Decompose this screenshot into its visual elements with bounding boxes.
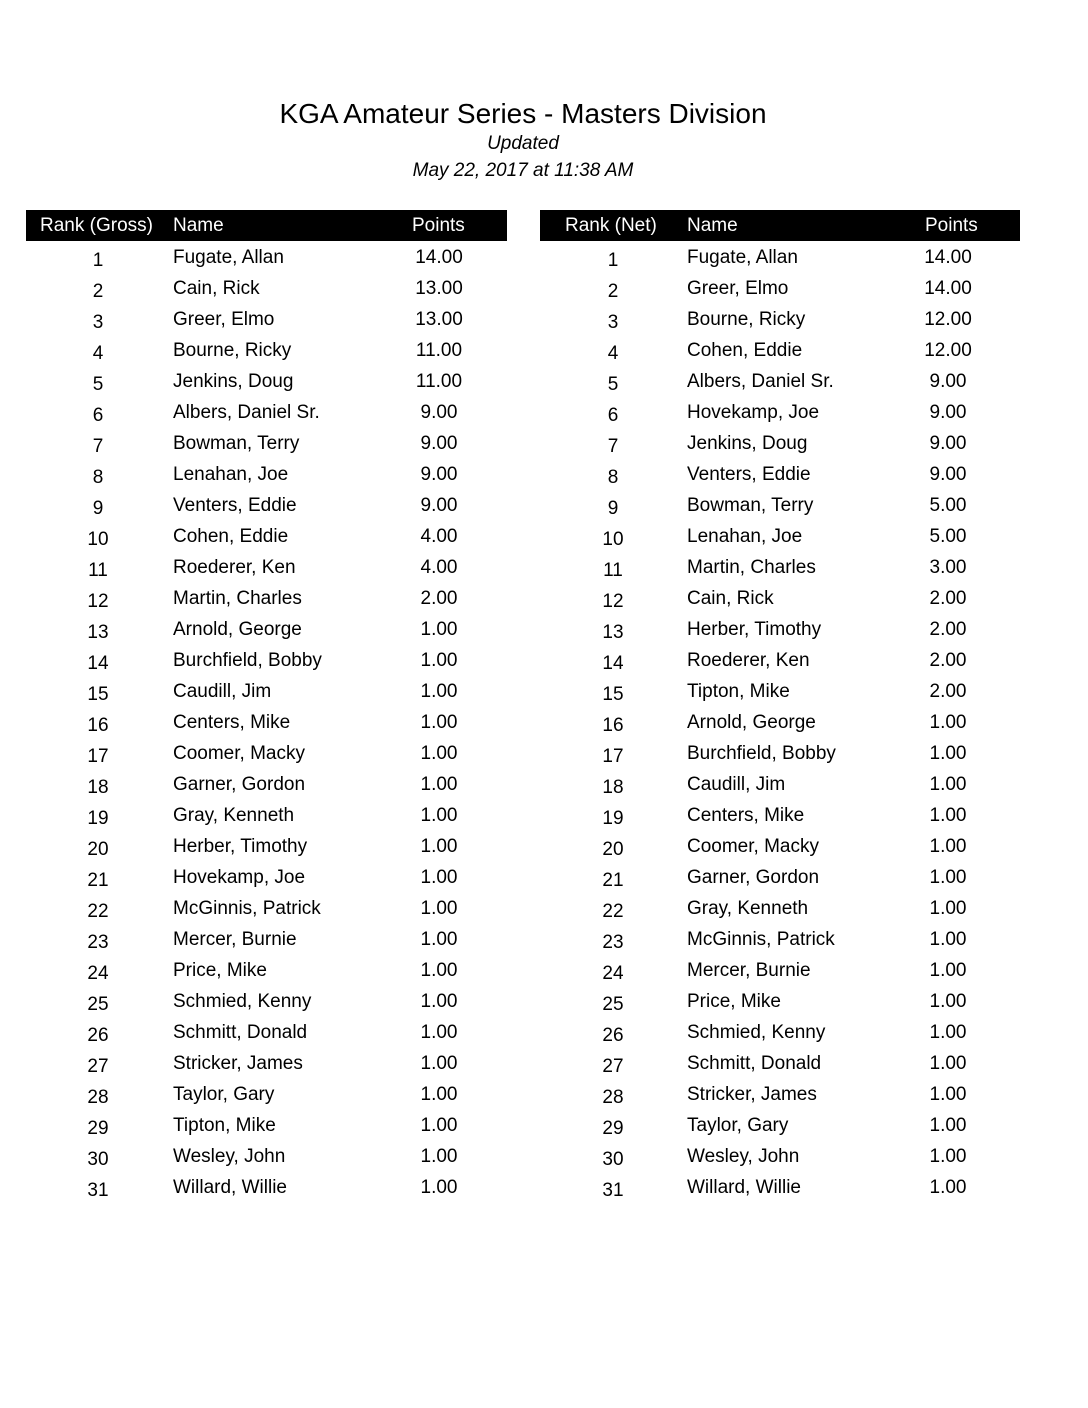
points-cell: 1.00 bbox=[929, 960, 967, 981]
points-cell: 1.00 bbox=[929, 1177, 967, 1198]
rank-cell: 5 bbox=[607, 374, 619, 395]
table-row bbox=[540, 272, 1020, 303]
table-row bbox=[26, 861, 507, 892]
name-cell: Coomer, Macky bbox=[687, 836, 819, 857]
points-cell: 2.00 bbox=[929, 650, 967, 671]
table-row bbox=[26, 799, 507, 830]
rank-cell: 1 bbox=[92, 250, 104, 271]
points-cell: 4.00 bbox=[420, 557, 458, 578]
name-cell: Herber, Timothy bbox=[687, 619, 822, 640]
page-title: KGA Amateur Series - Masters Division bbox=[279, 98, 767, 129]
points-cell: 5.00 bbox=[929, 526, 967, 547]
rank-cell: 1 bbox=[607, 250, 619, 271]
table-row bbox=[26, 365, 507, 396]
table-row bbox=[26, 1140, 507, 1171]
name-cell: Lenahan, Joe bbox=[687, 526, 803, 547]
points-cell: 1.00 bbox=[420, 867, 458, 888]
table-row bbox=[540, 737, 1020, 768]
gross-table-header bbox=[26, 210, 507, 241]
points-cell: 9.00 bbox=[420, 433, 458, 454]
name-cell: Venters, Eddie bbox=[687, 464, 811, 485]
name-cell: Wesley, John bbox=[173, 1146, 286, 1167]
name-cell: Martin, Charles bbox=[687, 557, 816, 578]
name-cell: Roederer, Ken bbox=[687, 650, 810, 671]
name-cell: Greer, Elmo bbox=[173, 309, 275, 330]
name-cell: Bourne, Ricky bbox=[687, 309, 806, 330]
points-cell: 13.00 bbox=[415, 309, 463, 330]
name-cell: Cain, Rick bbox=[173, 278, 260, 299]
rank-cell: 12 bbox=[602, 591, 624, 612]
table-row bbox=[540, 613, 1020, 644]
table-row bbox=[26, 768, 507, 799]
table-row bbox=[540, 551, 1020, 582]
points-cell: 12.00 bbox=[924, 309, 972, 330]
points-cell: 9.00 bbox=[929, 402, 967, 423]
name-cell: Garner, Gordon bbox=[687, 867, 820, 888]
rank-cell: 3 bbox=[607, 312, 619, 333]
name-cell: Fugate, Allan bbox=[173, 247, 284, 268]
points-cell: 9.00 bbox=[929, 464, 967, 485]
table-row bbox=[540, 985, 1020, 1016]
table-row bbox=[26, 923, 507, 954]
table-row bbox=[26, 241, 507, 272]
points-cell: 5.00 bbox=[929, 495, 967, 516]
points-cell: 1.00 bbox=[420, 929, 458, 950]
rank-cell: 21 bbox=[602, 870, 624, 891]
rank-cell: 12 bbox=[87, 591, 109, 612]
points-cell: 1.00 bbox=[929, 1146, 967, 1167]
points-cell: 1.00 bbox=[929, 712, 967, 733]
name-cell: Albers, Daniel Sr. bbox=[173, 402, 320, 423]
name-cell: Lenahan, Joe bbox=[173, 464, 289, 485]
column-header-rank-gross: Rank (Gross) bbox=[40, 215, 153, 236]
points-cell: 1.00 bbox=[420, 1084, 458, 1105]
table-row bbox=[540, 489, 1020, 520]
points-cell: 1.00 bbox=[929, 929, 967, 950]
rank-cell: 6 bbox=[607, 405, 619, 426]
rank-cell: 3 bbox=[92, 312, 104, 333]
rank-cell: 11 bbox=[88, 560, 108, 581]
updated-timestamp: May 22, 2017 at 11:38 AM bbox=[412, 160, 634, 181]
name-cell: Burchfield, Bobby bbox=[173, 650, 322, 671]
table-row bbox=[540, 458, 1020, 489]
table-row bbox=[540, 675, 1020, 706]
points-cell: 9.00 bbox=[420, 495, 458, 516]
table-row bbox=[540, 706, 1020, 737]
table-row bbox=[540, 334, 1020, 365]
points-cell: 11.00 bbox=[415, 371, 463, 392]
column-header-name: Name bbox=[173, 215, 224, 236]
points-cell: 1.00 bbox=[420, 836, 458, 857]
rank-cell: 4 bbox=[92, 343, 104, 364]
rank-cell: 24 bbox=[87, 963, 109, 984]
rank-cell: 23 bbox=[87, 932, 109, 953]
points-cell: 1.00 bbox=[420, 650, 458, 671]
name-cell: Herber, Timothy bbox=[173, 836, 308, 857]
table-row bbox=[26, 396, 507, 427]
table-row bbox=[26, 954, 507, 985]
table-row bbox=[26, 489, 507, 520]
table-row bbox=[26, 985, 507, 1016]
gross-standings-table bbox=[26, 210, 507, 1202]
rank-cell: 17 bbox=[87, 746, 109, 767]
points-cell: 1.00 bbox=[929, 1115, 967, 1136]
points-cell: 1.00 bbox=[929, 898, 967, 919]
table-row bbox=[540, 1171, 1020, 1202]
table-row bbox=[26, 737, 507, 768]
table-row bbox=[26, 303, 507, 334]
rank-cell: 31 bbox=[602, 1180, 624, 1201]
rank-cell: 30 bbox=[87, 1149, 109, 1170]
rank-cell: 2 bbox=[607, 281, 619, 302]
rank-cell: 18 bbox=[602, 777, 624, 798]
rank-cell: 27 bbox=[87, 1056, 109, 1077]
points-cell: 1.00 bbox=[420, 1053, 458, 1074]
rank-cell: 4 bbox=[607, 343, 619, 364]
points-cell: 1.00 bbox=[420, 960, 458, 981]
column-header-points: Points bbox=[925, 215, 978, 236]
points-cell: 1.00 bbox=[420, 743, 458, 764]
rank-cell: 17 bbox=[602, 746, 624, 767]
points-cell: 9.00 bbox=[420, 402, 458, 423]
rank-cell: 30 bbox=[602, 1149, 624, 1170]
net-table-header bbox=[540, 210, 1020, 241]
points-cell: 14.00 bbox=[924, 278, 972, 299]
name-cell: Arnold, George bbox=[173, 619, 302, 640]
rank-cell: 8 bbox=[92, 467, 104, 488]
points-cell: 1.00 bbox=[420, 712, 458, 733]
rank-cell: 10 bbox=[602, 529, 624, 550]
points-cell: 1.00 bbox=[929, 1022, 967, 1043]
rank-cell: 7 bbox=[92, 436, 104, 457]
points-cell: 14.00 bbox=[415, 247, 463, 268]
name-cell: Cohen, Eddie bbox=[687, 340, 803, 361]
name-cell: Albers, Daniel Sr. bbox=[687, 371, 834, 392]
name-cell: Burchfield, Bobby bbox=[687, 743, 836, 764]
updated-label: Updated bbox=[487, 133, 559, 154]
table-row bbox=[540, 1078, 1020, 1109]
rank-cell: 19 bbox=[602, 808, 624, 829]
points-cell: 1.00 bbox=[420, 681, 458, 702]
name-cell: Taylor, Gary bbox=[173, 1084, 275, 1105]
rank-cell: 24 bbox=[602, 963, 624, 984]
table-row bbox=[26, 427, 507, 458]
column-header-rank-net: Rank (Net) bbox=[565, 215, 657, 236]
table-row bbox=[540, 799, 1020, 830]
name-cell: Arnold, George bbox=[687, 712, 816, 733]
table-row bbox=[540, 427, 1020, 458]
rank-cell: 22 bbox=[602, 901, 624, 922]
rank-cell: 23 bbox=[602, 932, 624, 953]
table-row bbox=[540, 365, 1020, 396]
rank-cell: 10 bbox=[87, 529, 109, 550]
name-cell: Greer, Elmo bbox=[687, 278, 789, 299]
table-row bbox=[26, 706, 507, 737]
name-cell: Caudill, Jim bbox=[687, 774, 786, 795]
rank-cell: 20 bbox=[87, 839, 109, 860]
points-cell: 13.00 bbox=[415, 278, 463, 299]
table-row bbox=[26, 1109, 507, 1140]
table-row bbox=[26, 1171, 507, 1202]
rank-cell: 25 bbox=[87, 994, 109, 1015]
table-row bbox=[540, 861, 1020, 892]
table-row bbox=[540, 396, 1020, 427]
name-cell: Price, Mike bbox=[687, 991, 781, 1012]
gross-table-body bbox=[26, 241, 507, 1202]
name-cell: Schmitt, Donald bbox=[687, 1053, 822, 1074]
rank-cell: 11 bbox=[603, 560, 623, 581]
table-row bbox=[26, 272, 507, 303]
table-row bbox=[26, 1016, 507, 1047]
name-cell: Centers, Mike bbox=[173, 712, 291, 733]
table-row bbox=[540, 582, 1020, 613]
points-cell: 4.00 bbox=[420, 526, 458, 547]
table-row bbox=[26, 892, 507, 923]
table-row bbox=[26, 675, 507, 706]
table-row bbox=[540, 768, 1020, 799]
name-cell: McGinnis, Patrick bbox=[173, 898, 321, 919]
rank-cell: 19 bbox=[87, 808, 109, 829]
name-cell: Schmied, Kenny bbox=[687, 1022, 826, 1043]
name-cell: Caudill, Jim bbox=[173, 681, 272, 702]
points-cell: 1.00 bbox=[420, 1115, 458, 1136]
rank-cell: 13 bbox=[602, 622, 624, 643]
table-row bbox=[26, 520, 507, 551]
name-cell: Price, Mike bbox=[173, 960, 267, 981]
rank-cell: 7 bbox=[607, 436, 619, 457]
points-cell: 1.00 bbox=[420, 1022, 458, 1043]
rank-cell: 2 bbox=[92, 281, 104, 302]
rank-cell: 31 bbox=[87, 1180, 109, 1201]
rank-cell: 14 bbox=[602, 653, 624, 674]
table-row bbox=[26, 1047, 507, 1078]
name-cell: Coomer, Macky bbox=[173, 743, 305, 764]
name-cell: Venters, Eddie bbox=[173, 495, 297, 516]
table-row bbox=[540, 923, 1020, 954]
rank-cell: 13 bbox=[87, 622, 109, 643]
name-cell: Fugate, Allan bbox=[687, 247, 798, 268]
points-cell: 1.00 bbox=[929, 867, 967, 888]
name-cell: Schmitt, Donald bbox=[173, 1022, 308, 1043]
table-row bbox=[540, 520, 1020, 551]
rank-cell: 21 bbox=[87, 870, 109, 891]
table-row bbox=[540, 830, 1020, 861]
name-cell: Stricker, James bbox=[687, 1084, 817, 1105]
name-cell: Mercer, Burnie bbox=[173, 929, 297, 950]
rank-cell: 28 bbox=[602, 1087, 624, 1108]
rank-cell: 14 bbox=[87, 653, 109, 674]
name-cell: Roederer, Ken bbox=[173, 557, 296, 578]
name-cell: Jenkins, Doug bbox=[173, 371, 294, 392]
rank-cell: 29 bbox=[602, 1118, 624, 1139]
rank-cell: 5 bbox=[92, 374, 104, 395]
rank-cell: 18 bbox=[87, 777, 109, 798]
points-cell: 2.00 bbox=[420, 588, 458, 609]
points-cell: 1.00 bbox=[929, 1084, 967, 1105]
name-cell: Taylor, Gary bbox=[687, 1115, 789, 1136]
name-cell: Willard, Willie bbox=[687, 1177, 801, 1198]
points-cell: 1.00 bbox=[420, 991, 458, 1012]
points-cell: 1.00 bbox=[420, 898, 458, 919]
rank-cell: 27 bbox=[602, 1056, 624, 1077]
table-row bbox=[540, 954, 1020, 985]
name-cell: Willard, Willie bbox=[173, 1177, 287, 1198]
name-cell: Schmied, Kenny bbox=[173, 991, 312, 1012]
table-row bbox=[26, 458, 507, 489]
table-row bbox=[540, 1016, 1020, 1047]
points-cell: 1.00 bbox=[420, 805, 458, 826]
table-row bbox=[26, 1078, 507, 1109]
table-row bbox=[540, 1109, 1020, 1140]
points-cell: 9.00 bbox=[929, 433, 967, 454]
column-header-name: Name bbox=[687, 215, 738, 236]
rank-cell: 15 bbox=[602, 684, 624, 705]
rank-cell: 26 bbox=[87, 1025, 109, 1046]
name-cell: Hovekamp, Joe bbox=[173, 867, 306, 888]
rank-cell: 29 bbox=[87, 1118, 109, 1139]
points-cell: 9.00 bbox=[929, 371, 967, 392]
rank-cell: 9 bbox=[607, 498, 619, 519]
table-row bbox=[26, 830, 507, 861]
name-cell: Martin, Charles bbox=[173, 588, 302, 609]
points-cell: 2.00 bbox=[929, 588, 967, 609]
points-cell: 2.00 bbox=[929, 619, 967, 640]
rank-cell: 28 bbox=[87, 1087, 109, 1108]
rank-cell: 26 bbox=[602, 1025, 624, 1046]
name-cell: Centers, Mike bbox=[687, 805, 805, 826]
points-cell: 1.00 bbox=[929, 774, 967, 795]
points-cell: 1.00 bbox=[929, 743, 967, 764]
points-cell: 1.00 bbox=[929, 1053, 967, 1074]
table-row bbox=[540, 1047, 1020, 1078]
points-cell: 1.00 bbox=[929, 991, 967, 1012]
table-row bbox=[26, 644, 507, 675]
table-row bbox=[26, 551, 507, 582]
rank-cell: 22 bbox=[87, 901, 109, 922]
rank-cell: 15 bbox=[87, 684, 109, 705]
rank-cell: 8 bbox=[607, 467, 619, 488]
points-cell: 1.00 bbox=[929, 836, 967, 857]
column-header-points: Points bbox=[412, 215, 465, 236]
points-cell: 11.00 bbox=[415, 340, 463, 361]
name-cell: Mercer, Burnie bbox=[687, 960, 811, 981]
name-cell: Bowman, Terry bbox=[173, 433, 300, 454]
rank-cell: 25 bbox=[602, 994, 624, 1015]
net-table-body bbox=[540, 241, 1020, 1202]
rank-cell: 6 bbox=[92, 405, 104, 426]
name-cell: Cain, Rick bbox=[687, 588, 774, 609]
net-standings-table bbox=[540, 210, 1020, 1202]
name-cell: McGinnis, Patrick bbox=[687, 929, 835, 950]
points-cell: 1.00 bbox=[929, 805, 967, 826]
points-cell: 1.00 bbox=[420, 1146, 458, 1167]
name-cell: Bowman, Terry bbox=[687, 495, 814, 516]
points-cell: 12.00 bbox=[924, 340, 972, 361]
name-cell: Tipton, Mike bbox=[687, 681, 790, 702]
rank-cell: 16 bbox=[602, 715, 624, 736]
name-cell: Gray, Kenneth bbox=[687, 898, 809, 919]
points-cell: 3.00 bbox=[929, 557, 967, 578]
name-cell: Garner, Gordon bbox=[173, 774, 306, 795]
name-cell: Cohen, Eddie bbox=[173, 526, 289, 547]
points-cell: 1.00 bbox=[420, 619, 458, 640]
name-cell: Tipton, Mike bbox=[173, 1115, 276, 1136]
table-row bbox=[26, 582, 507, 613]
name-cell: Stricker, James bbox=[173, 1053, 303, 1074]
table-row bbox=[540, 644, 1020, 675]
name-cell: Jenkins, Doug bbox=[687, 433, 808, 454]
points-cell: 1.00 bbox=[420, 1177, 458, 1198]
table-row bbox=[26, 334, 507, 365]
table-row bbox=[540, 892, 1020, 923]
name-cell: Wesley, John bbox=[687, 1146, 800, 1167]
name-cell: Gray, Kenneth bbox=[173, 805, 295, 826]
table-row bbox=[540, 241, 1020, 272]
rank-cell: 16 bbox=[87, 715, 109, 736]
rank-cell: 9 bbox=[92, 498, 104, 519]
points-cell: 14.00 bbox=[924, 247, 972, 268]
table-row bbox=[540, 1140, 1020, 1171]
table-row bbox=[540, 303, 1020, 334]
points-cell: 1.00 bbox=[420, 774, 458, 795]
points-cell: 9.00 bbox=[420, 464, 458, 485]
table-row bbox=[26, 613, 507, 644]
name-cell: Hovekamp, Joe bbox=[687, 402, 820, 423]
points-cell: 2.00 bbox=[929, 681, 967, 702]
name-cell: Bourne, Ricky bbox=[173, 340, 292, 361]
rank-cell: 20 bbox=[602, 839, 624, 860]
